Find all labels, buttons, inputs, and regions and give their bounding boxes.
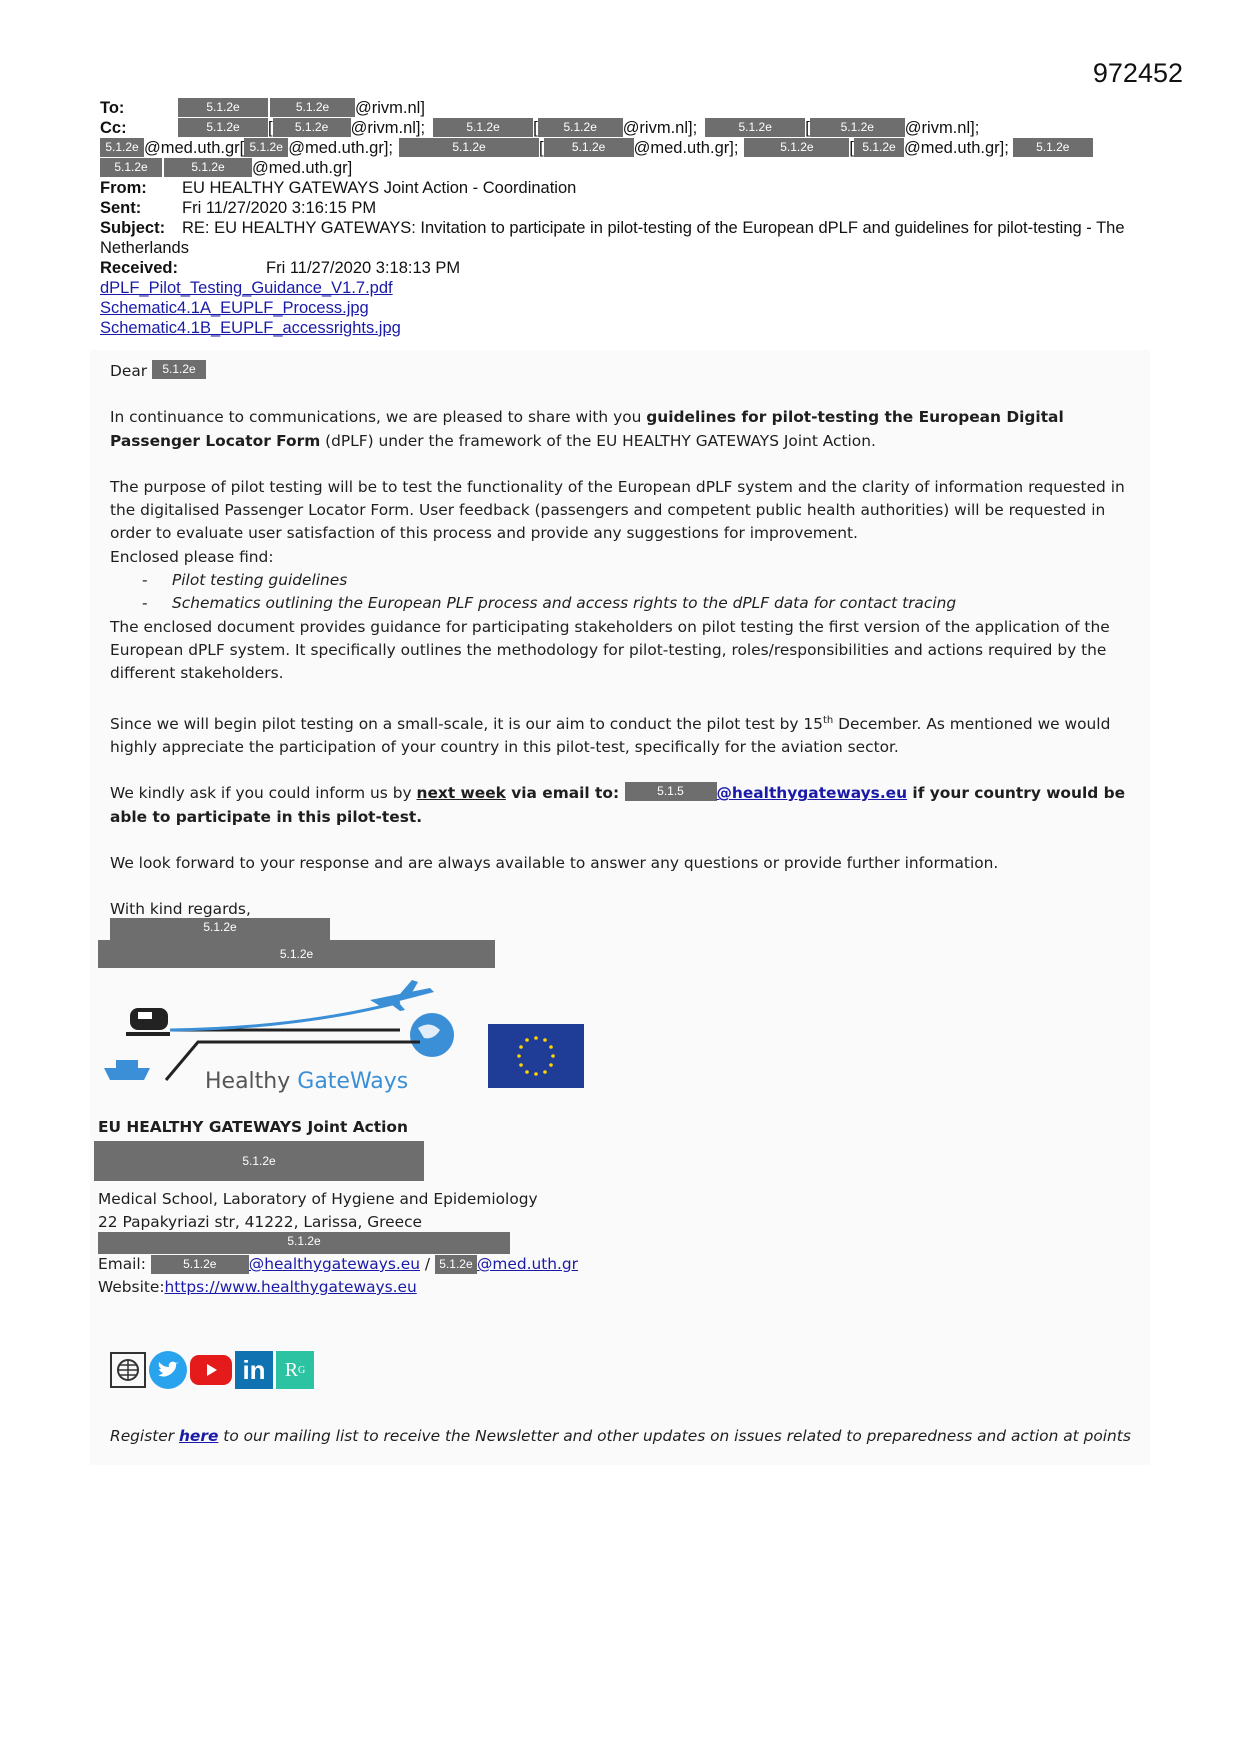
document-number: 972452 bbox=[1092, 58, 1183, 88]
linkedin-icon[interactable]: in bbox=[235, 1351, 273, 1389]
to-row bbox=[100, 98, 1160, 118]
email-header bbox=[100, 98, 1160, 338]
email-body bbox=[110, 360, 1140, 921]
bracket: [ bbox=[533, 119, 538, 137]
separator: / bbox=[419, 1255, 435, 1273]
redaction: 5.1.2e bbox=[98, 940, 495, 968]
cc-domain: @med.uth.gr]; bbox=[288, 139, 394, 157]
redaction: 5.1.2e bbox=[744, 138, 849, 157]
email-link[interactable]: @healthygateways.eu bbox=[716, 784, 908, 803]
cc-domain: @rivm.nl]; bbox=[350, 119, 426, 137]
logo-text: Healthy GateWays bbox=[205, 1069, 409, 1094]
redaction: 5.1.2e bbox=[544, 138, 634, 157]
subject-label: Subject: bbox=[100, 219, 166, 237]
redaction: 5.1.2e bbox=[152, 360, 206, 379]
redaction: 5.1.2e bbox=[705, 118, 805, 137]
cc-domain: @med.uth.gr] bbox=[252, 159, 353, 177]
redaction: 5.1.2e bbox=[273, 118, 351, 137]
paragraph-intro bbox=[110, 406, 1140, 453]
sent-value: Fri 11/27/2020 3:16:15 PM bbox=[182, 199, 377, 217]
twitter-icon[interactable] bbox=[149, 1351, 187, 1389]
attachment-link[interactable]: dPLF_Pilot_Testing_Guidance_V1.7.pdf bbox=[100, 279, 393, 297]
from-row bbox=[100, 178, 1160, 198]
cc-domain: @med.uth.gr[ bbox=[144, 139, 245, 157]
address-line-2: 22 Papakyriazi str, 41222, Larissa, Greece bbox=[98, 1213, 423, 1231]
paragraph-request bbox=[110, 782, 1140, 829]
train-icon bbox=[126, 1008, 170, 1036]
bracket: [ bbox=[268, 119, 273, 137]
from-label: From: bbox=[100, 179, 147, 197]
text-bold-underline: next week bbox=[416, 784, 506, 803]
redaction: 5.1.2e bbox=[100, 138, 144, 157]
bracket: [ bbox=[805, 119, 810, 137]
cc-domain: @rivm.nl]; bbox=[904, 119, 980, 137]
email-link[interactable]: @healthygateways.eu bbox=[248, 1255, 420, 1273]
attachment-link[interactable]: Schematic4.1B_EUPLF_accessrights.jpg bbox=[100, 319, 401, 337]
sent-row bbox=[100, 198, 1160, 218]
sent-label: Sent: bbox=[100, 199, 142, 217]
enclosed-label: Enclosed please find: bbox=[110, 547, 274, 566]
cc-row-1 bbox=[100, 118, 1160, 138]
list-item: - Pilot testing guidelines bbox=[110, 569, 1140, 592]
to-domain: @rivm.nl] bbox=[355, 99, 425, 117]
enclosed-list bbox=[110, 569, 1140, 616]
redaction: 5.1.2e bbox=[178, 98, 268, 117]
cc-row-2 bbox=[100, 138, 1160, 158]
cc-label: Cc: bbox=[100, 119, 127, 137]
cc-domain: @rivm.nl]; bbox=[622, 119, 698, 137]
text: to our mailing list to receive the Newsletter and other updates on issues related to preparedness and action at points bbox=[218, 1427, 1131, 1445]
redaction: 5.1.2e bbox=[854, 138, 904, 157]
org-name: EU HEALTHY GATEWAYS Joint Action bbox=[98, 1118, 408, 1136]
website-label: Website: bbox=[98, 1278, 165, 1296]
redaction: 5.1.2e bbox=[164, 158, 252, 177]
received-value: Fri 11/27/2020 3:18:13 PM bbox=[266, 259, 461, 277]
rg-sup: G bbox=[298, 1364, 306, 1376]
subject-value: RE: EU HEALTHY GATEWAYS: Invitation to participate in pilot-testing of the European dPLF and guidelines for pilot-testing - The Netherlands bbox=[100, 219, 1125, 257]
redaction: 5.1.2e bbox=[810, 118, 905, 137]
redaction: 5.1.2e bbox=[178, 118, 268, 137]
social-icons bbox=[110, 1350, 314, 1390]
list-item: - Schematics outlining the European PLF process and access rights to the dPLF data for contact tracing bbox=[110, 592, 1140, 615]
website-line bbox=[98, 1278, 417, 1296]
rg-text: R bbox=[284, 1358, 299, 1381]
cc-row-3 bbox=[100, 158, 1160, 178]
eu-flag-icon bbox=[488, 1024, 584, 1088]
text-bold: guidelines for pilot-testing the European Digital Passenger Locator Form bbox=[110, 408, 1064, 450]
paragraph-schedule bbox=[110, 709, 1140, 760]
bracket: [ bbox=[539, 139, 544, 157]
text: We kindly ask if you could inform us by bbox=[110, 784, 417, 803]
text: December. As mentioned we would highly appreciate the participation of your country in this pilot-test, specifically for the aviation sector. bbox=[110, 714, 1111, 756]
text: (dPLF) under the framework of the EU HEALTHY GATEWAYS Joint Action. bbox=[320, 431, 876, 450]
redaction: 5.1.2e bbox=[98, 1232, 510, 1254]
redaction: 5.1.2e bbox=[435, 1255, 477, 1274]
attachments-list bbox=[100, 278, 1160, 338]
redaction: 5.1.2e bbox=[94, 1141, 424, 1181]
redaction: 5.1.2e bbox=[538, 118, 623, 137]
redaction: 5.1.2e bbox=[270, 98, 355, 117]
redaction: 5.1.2e bbox=[151, 1255, 249, 1274]
redaction: 5.1.2e bbox=[100, 158, 162, 177]
redaction: 5.1.2e bbox=[399, 138, 539, 157]
redaction: 5.1.2e bbox=[244, 138, 288, 157]
received-row bbox=[100, 258, 1160, 278]
superscript: th bbox=[822, 714, 834, 726]
paragraph-guidance: The enclosed document provides guidance for participating stakeholders on pilot testing the first version of the application of the European dPLF system. It specifically outlines the methodology for pilot-testing, roles/responsibilities and actions required by the different stakeholders. bbox=[110, 617, 1110, 683]
redaction: 5.1.2e bbox=[110, 918, 330, 940]
text: In continuance to communications, we are pleased to share with you bbox=[110, 408, 647, 427]
subject-row bbox=[100, 218, 1160, 258]
redaction: 5.1.2e bbox=[433, 118, 533, 137]
to-label: To: bbox=[100, 99, 125, 117]
text-bold: via email to: bbox=[505, 784, 625, 803]
register-link[interactable]: here bbox=[178, 1427, 219, 1445]
closing: With kind regards, bbox=[110, 900, 251, 919]
cc-domain: @med.uth.gr]; bbox=[904, 139, 1009, 157]
greeting bbox=[110, 360, 1140, 383]
researchgate-icon[interactable] bbox=[276, 1351, 314, 1389]
email-label: Email: bbox=[98, 1255, 146, 1273]
healthy-gateways-logo bbox=[100, 980, 590, 1100]
ship-icon bbox=[104, 1060, 150, 1080]
email-link[interactable]: @med.uth.gr bbox=[476, 1255, 579, 1273]
redaction: 5.1.5 bbox=[625, 782, 717, 801]
from-value: EU HEALTHY GATEWAYS Joint Action - Coordination bbox=[182, 179, 577, 197]
text: Since we will begin pilot testing on a small-scale, it is our aim to conduct the pilot test by 15 bbox=[110, 714, 823, 733]
attachment-link[interactable]: Schematic4.1A_EUPLF_Process.jpg bbox=[100, 299, 369, 317]
paragraph-closing: We look forward to your response and are always available to answer any questions or provide further information. bbox=[110, 853, 999, 872]
redaction: 5.1.2e bbox=[1013, 138, 1093, 157]
text-bold: if your country would be able to participate in this pilot-test. bbox=[110, 784, 1126, 826]
greeting-text: Dear bbox=[110, 362, 148, 380]
received-label: Received: bbox=[100, 259, 178, 277]
text: Register bbox=[110, 1427, 179, 1445]
address-line-1: Medical School, Laboratory of Hygiene and Epidemiology bbox=[98, 1190, 538, 1208]
website-icon[interactable] bbox=[110, 1352, 146, 1388]
register-line bbox=[110, 1427, 1131, 1445]
youtube-icon[interactable] bbox=[190, 1355, 232, 1385]
bracket: [ bbox=[849, 139, 854, 157]
paragraph-purpose: The purpose of pilot testing will be to test the functionality of the European dPLF system and the clarity of information requested in the digitalised Passenger Locator Form. User feedback (passengers and competent public health authorities) will be requested in order to evaluate user satisfaction of this process and provide any suggestions for improvement. bbox=[110, 477, 1125, 543]
email-line bbox=[98, 1255, 578, 1274]
cc-domain: @med.uth.gr]; bbox=[633, 139, 739, 157]
website-link[interactable]: https://www.healthygateways.eu bbox=[164, 1278, 417, 1296]
